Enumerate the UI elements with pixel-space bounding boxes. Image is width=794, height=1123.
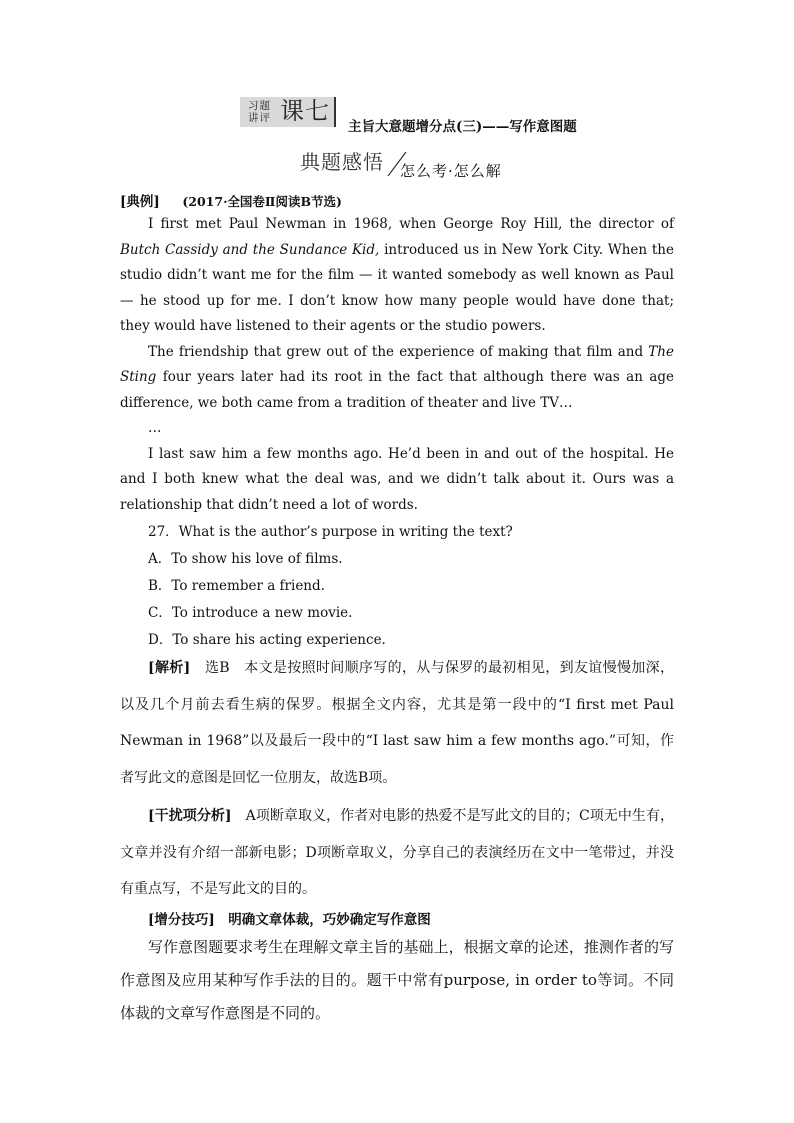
film-title: The Sting: [120, 343, 674, 385]
passage-text: four years later had its root in the fact that although there was an age difference, we both came from a tradition of theater and live TV…: [120, 369, 674, 411]
section-subheader: [300, 146, 540, 182]
distractor-section: [120, 798, 674, 908]
distractor-tag: [干扰项分析]: [148, 808, 232, 824]
section-title: 典题感悟: [300, 150, 384, 174]
distractor-text: A项断章取义，作者对电影的热爱不是写此文的目的；C项无中生有，文章并没有介绍一部新电影；D项断章取义，分享自己的表演经历在文中一笔带过，并没有重点写，不是写此文的目的。: [120, 808, 674, 897]
option-d: D．To share his acting experience.: [148, 632, 386, 648]
tips-heading-line: [148, 908, 431, 928]
passage-text: I first met Paul Newman in 1968, when George Roy Hill, the director of: [148, 216, 674, 232]
passage-text: The friendship that grew out of the experience of making that film and: [148, 343, 649, 360]
distractor-paragraph: [120, 798, 674, 908]
example-source: (2017·全国卷Ⅱ阅读B节选): [182, 194, 342, 209]
example-tag: [典例]: [120, 194, 160, 210]
passage: [120, 212, 674, 518]
passage-ellipsis: …: [148, 420, 162, 436]
analysis-text: 选B 本文是按照时间顺序写的，从与保罗的最初相见，到友谊慢慢加深，以及几个月前去看生病的保罗。根据全文内容，尤其是第一段中的“I first met Paul Newman in 1968”以及最后一段中的“I last saw him a few months ago.”可知，作者写此文的意图是回忆一位朋友，故选B项。: [120, 660, 674, 786]
film-title: Butch Cassidy and the Sundance Kid,: [120, 241, 380, 258]
analysis-tag: [解析]: [148, 660, 191, 676]
lesson-header: [240, 95, 600, 135]
tips-heading: 明确文章体裁，巧妙确定写作意图: [214, 912, 431, 928]
tips-tag: [增分技巧]: [148, 912, 215, 928]
option-b: B．To remember a friend.: [148, 578, 325, 594]
lesson-title: 主旨大意题增分点(三)——写作意图题: [348, 119, 577, 135]
section-subtitle: 怎么考·怎么解: [400, 162, 502, 180]
question-stem: 27．What is the author’s purpose in writing the text?: [148, 524, 513, 540]
example-source-line: [120, 190, 342, 210]
option-c: C．To introduce a new movie.: [148, 605, 353, 621]
passage-paragraph-1: [120, 212, 674, 340]
passage-paragraph-2: [120, 340, 674, 417]
badge-lesson-number: 课七: [280, 97, 330, 125]
option-a: A．To show his love of films.: [148, 551, 343, 567]
passage-paragraph-3: I last saw him a few months ago. He’d been in and out of the hospital. He and I both knew what the deal was, and we didn’t talk about it. Ours was a relationship that didn’t need a lot of words.: [120, 445, 674, 513]
badge-small-label: 习题讲评: [248, 100, 271, 124]
analysis-section: [120, 650, 674, 796]
analysis-paragraph: [120, 650, 674, 796]
passage-text: introduced us in New York City. When the studio didn’t want me for the film — it wanted somebody as well known as Paul — he stood up for me. I don’t know how many people would have done that; they would have listened to their agents or the studio powers.: [120, 241, 674, 334]
tips-text: 写作意图题要求考生在理解文章主旨的基础上，根据文章的论述，推测作者的写作意图及应用某种写作手法的目的。题干中常有purpose, in order to等词。不同体裁的文章写作意图是不同的。: [120, 938, 674, 1022]
tips-section: [120, 931, 674, 1030]
lesson-badge: [240, 97, 336, 127]
